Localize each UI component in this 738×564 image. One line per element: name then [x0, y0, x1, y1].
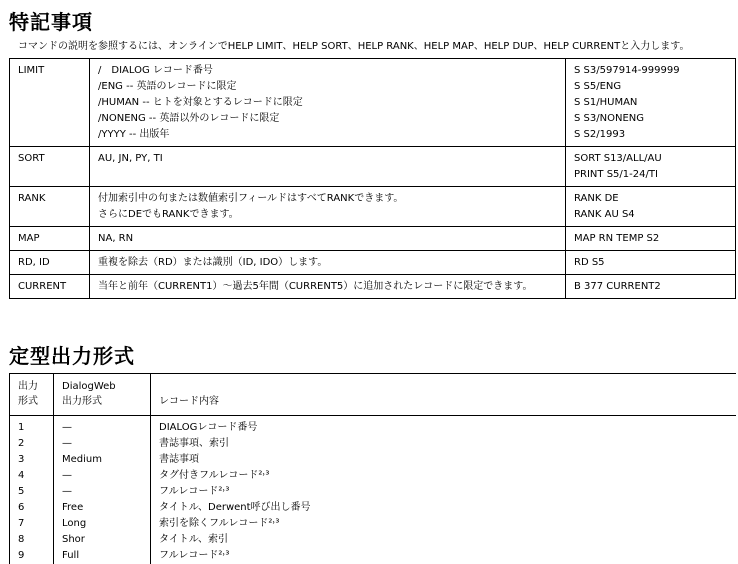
header-format	[10, 374, 54, 416]
note-description	[90, 187, 566, 227]
note-command: CURRENT	[10, 275, 90, 299]
note-command: RANK	[10, 187, 90, 227]
header-dialogweb	[54, 374, 151, 416]
format-number: 2	[10, 436, 54, 452]
note-description-line: / DIALOG レコード番号	[98, 65, 213, 76]
note-description-line: さらにDEでもRANKできます。	[98, 209, 239, 220]
format-number: 3	[10, 452, 54, 468]
note-description	[90, 227, 566, 251]
format-row	[10, 416, 736, 437]
intro-text: コマンドの説明を参照するには、オンラインでHELP LIMIT、HELP SORT、HELP RANK、HELP MAP、HELP DUP、HELP CURRENTと入力します。	[18, 41, 690, 52]
note-command: LIMIT	[10, 59, 90, 147]
format-dialogweb: —	[54, 484, 151, 500]
format-content: フルレコード²˒³	[159, 550, 230, 561]
note-row	[10, 227, 736, 251]
note-row	[10, 59, 736, 147]
format-content: タイトル、Derwent呼び出し番号	[159, 502, 311, 513]
header-format-line1: 出力	[18, 381, 38, 392]
note-example-line: RANK AU S4	[574, 209, 635, 220]
note-example-line: B 377 CURRENT2	[574, 281, 661, 292]
format-row	[10, 532, 736, 548]
note-row	[10, 147, 736, 187]
format-row	[10, 548, 736, 564]
format-content: 書誌事項	[159, 454, 199, 465]
note-description	[90, 251, 566, 275]
note-example-line: S S3/NONENG	[574, 113, 644, 124]
note-example-line: S S3/597914-999999	[574, 65, 680, 76]
note-command: SORT	[10, 147, 90, 187]
format-row	[10, 436, 736, 452]
section-title-special-notes: 特記事項	[9, 10, 93, 34]
note-row	[10, 187, 736, 227]
note-example-line: S S2/1993	[574, 129, 626, 140]
format-content: DIALOGレコード番号	[159, 422, 258, 433]
note-example-line: S S1/HUMAN	[574, 97, 638, 108]
note-example-line: SORT S13/ALL/AU	[574, 153, 662, 164]
header-format-line2: 形式	[18, 396, 38, 407]
format-dialogweb: Shor	[54, 532, 151, 548]
format-content: タイトル、索引	[159, 534, 228, 545]
format-row	[10, 516, 736, 532]
note-example	[566, 227, 736, 251]
header-row	[10, 374, 736, 416]
note-description-line: NA, RN	[98, 233, 134, 244]
format-row	[10, 484, 736, 500]
format-content: 索引を除くフルレコード²˒³	[159, 518, 280, 529]
format-content: フルレコード²˒³	[159, 486, 230, 497]
note-example-line: MAP RN TEMP S2	[574, 233, 660, 244]
format-dialogweb: —	[54, 416, 151, 437]
note-example	[566, 147, 736, 187]
format-number: 5	[10, 484, 54, 500]
note-description-line: /ENG -- 英語のレコードに限定	[98, 81, 237, 92]
note-example-line: RANK DE	[574, 193, 619, 204]
note-description-line: AU, JN, PY, TI	[98, 153, 163, 164]
note-description-line: 重複を除去（RD）または識別（ID, IDO）します。	[98, 257, 328, 268]
note-description-line: 付加索引中の句または数値索引フィールドはすべてRANKできます。	[98, 193, 404, 204]
format-row	[10, 500, 736, 516]
format-number: 6	[10, 500, 54, 516]
format-number: 7	[10, 516, 54, 532]
note-command: RD, ID	[10, 251, 90, 275]
format-row	[10, 452, 736, 468]
note-row	[10, 251, 736, 275]
note-description-line: /YYYY -- 出版年	[98, 129, 170, 140]
special-notes-table	[9, 58, 736, 299]
note-description	[90, 147, 566, 187]
note-example-line: PRINT S5/1-24/TI	[574, 169, 658, 180]
note-example	[566, 59, 736, 147]
section-title-output-formats: 定型出力形式	[9, 344, 135, 368]
note-description	[90, 59, 566, 147]
format-dialogweb: —	[54, 436, 151, 452]
format-dialogweb: Free	[54, 500, 151, 516]
format-row	[10, 468, 736, 484]
format-dialogweb: —	[54, 468, 151, 484]
note-example	[566, 187, 736, 227]
format-number: 4	[10, 468, 54, 484]
header-dialogweb-line1: DialogWeb	[62, 381, 116, 392]
header-record-content: レコード内容	[151, 374, 736, 416]
note-row	[10, 275, 736, 299]
format-content: タグ付きフルレコード²˒³	[159, 470, 270, 481]
note-description-line: /NONENG -- 英語以外のレコードに限定	[98, 113, 280, 124]
header-dialogweb-line2: 出力形式	[62, 396, 102, 407]
format-number: 8	[10, 532, 54, 548]
format-number: 1	[10, 416, 54, 437]
note-example	[566, 251, 736, 275]
note-example	[566, 275, 736, 299]
format-content: 書誌事項、索引	[159, 438, 229, 449]
note-example-line: RD S5	[574, 257, 605, 268]
note-example-line: S S5/ENG	[574, 81, 622, 92]
note-description-line: /HUMAN -- ヒトを対象とするレコードに限定	[98, 97, 303, 108]
note-command: MAP	[10, 227, 90, 251]
format-dialogweb: Full	[54, 548, 151, 564]
note-description-line: 当年と前年（CURRENT1）～過去5年間（CURRENT5）に追加されたレコードに限定できます。	[98, 281, 533, 292]
format-dialogweb: Long	[54, 516, 151, 532]
format-number: 9	[10, 548, 54, 564]
note-description	[90, 275, 566, 299]
format-dialogweb: Medium	[54, 452, 151, 468]
output-formats-table	[9, 373, 736, 564]
